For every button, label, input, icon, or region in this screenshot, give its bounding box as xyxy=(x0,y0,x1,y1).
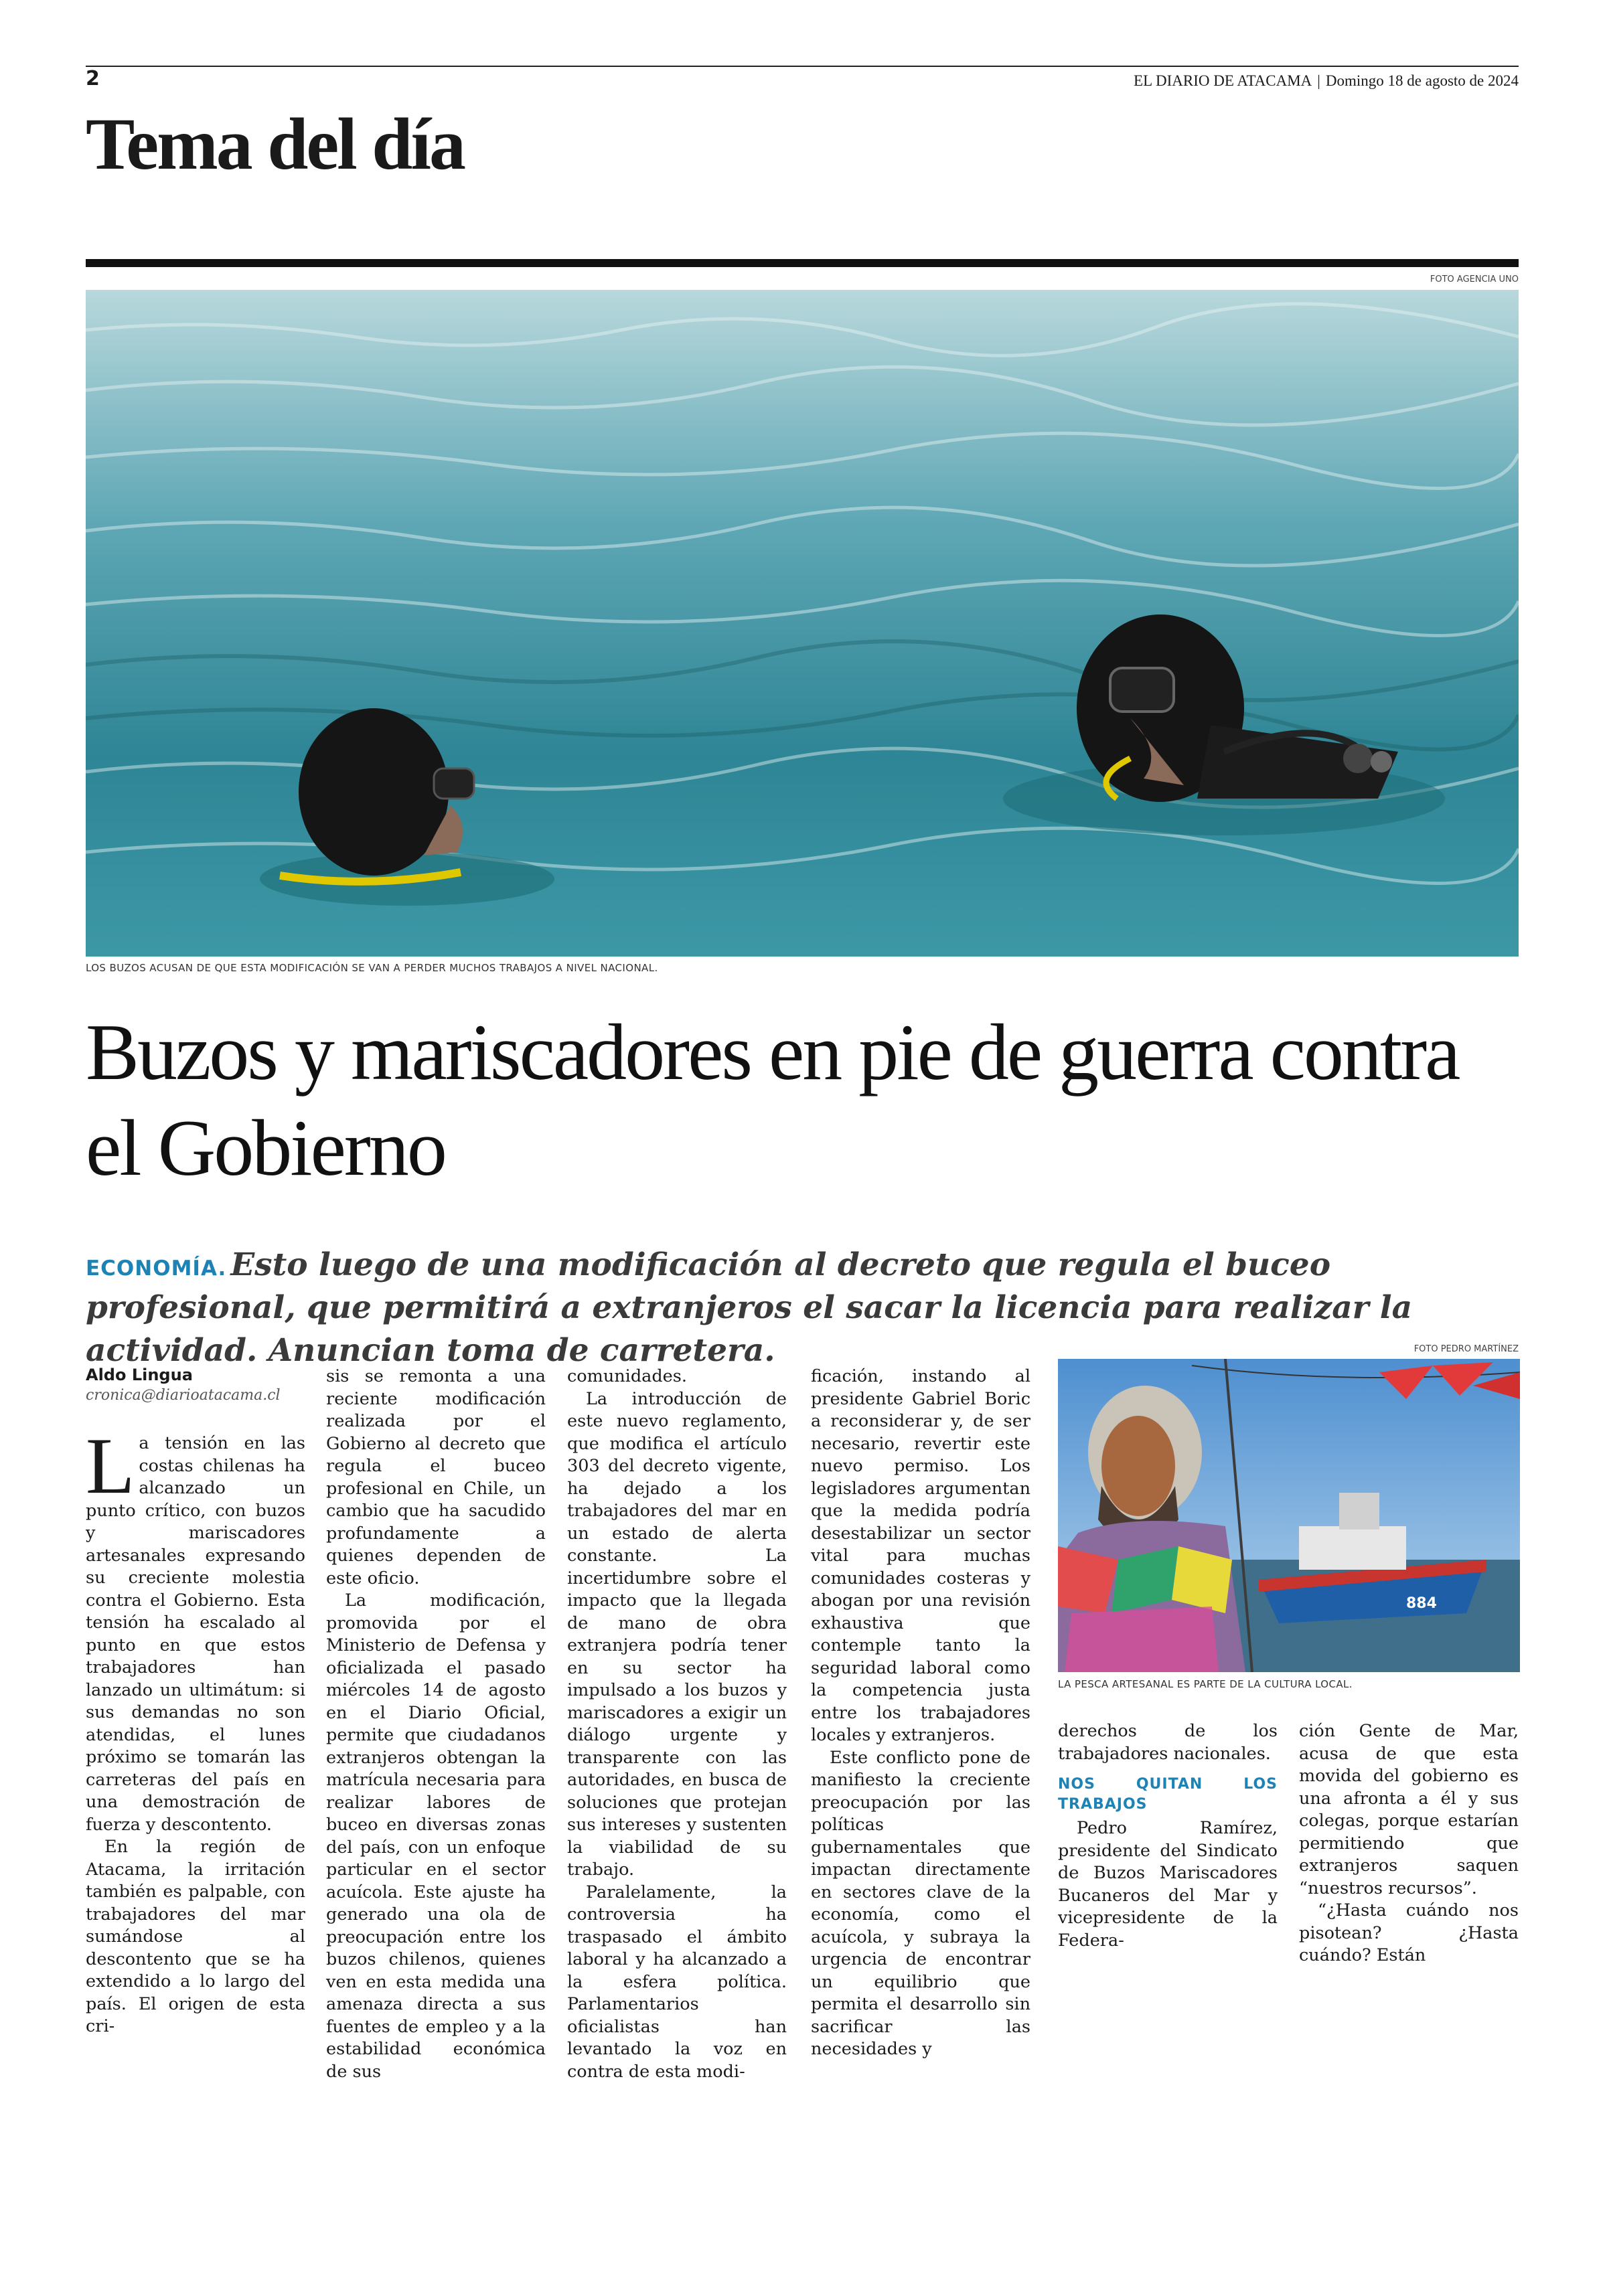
drop-cap: L xyxy=(86,1421,135,1510)
headline: Buzos y mariscadores en pie de guerra contra el Gobierno xyxy=(86,1007,1459,1192)
hero-photo-credit: FOTO AGENCIA UNO xyxy=(1430,274,1519,284)
paragraph: Paralelamente, la controversia ha traspasado el ámbito laboral y ha alcanzado a la esfera política. Parlamentarios oficialistas han levantado la voz en contra de esta modi- xyxy=(567,1882,787,2082)
boat-photo-caption: LA PESCA ARTESANAL ES PARTE DE LA CULTURA LOCAL. xyxy=(1058,1678,1353,1690)
paragraph: ficación, instando al presidente Gabriel Boric a reconsiderar y, de ser necesario, revertir este nuevo permiso. Los legisladores argumentan que la medida podría desestabilizar un sector vital para muchas comunidades costeras y abogan por una revisión exhaustiva que contemple tanto la seguridad laboral como la competencia justa entre los trabajadores locales y extranjeros. xyxy=(811,1366,1030,1745)
page-number: 2 xyxy=(86,67,100,90)
hero-photo-caption: LOS BUZOS ACUSAN DE QUE ESTA MODIFICACIÓN SE VAN A PERDER MUCHOS TRABAJOS A NIVEL NACIONAL. xyxy=(86,962,658,974)
masthead xyxy=(1134,72,1519,90)
paragraph: “¿Hasta cuándo nos pisotean? ¿Hasta cuándo? Están xyxy=(1299,1900,1519,1965)
hero-photo-divers xyxy=(86,290,1519,957)
deck xyxy=(86,1244,1525,1372)
boat-photo-credit: FOTO PEDRO MARTÍNEZ xyxy=(1413,1344,1519,1354)
section-rule xyxy=(86,259,1519,267)
article-column-4 xyxy=(811,1366,1030,2061)
section-title: Tema del día xyxy=(86,103,465,185)
article-column-1 xyxy=(86,1421,305,2038)
boat-number: 884 xyxy=(1406,1595,1437,1612)
issue-date: Domingo 18 de agosto de 2024 xyxy=(1325,72,1519,89)
paragraph: Pedro Ramírez, presidente del Sindicato de Buzos Mariscadores Bucaneros del Mar y vicepresidente de la Federa- xyxy=(1058,1818,1278,1951)
deck-text: Esto luego de una modificación al decreto que regula el buceo profesional, que permitirá a extranjeros el sacar la licencia para realizar la actividad. Anuncian toma de carretera. xyxy=(86,1246,1413,1369)
paragraph: comunidades. xyxy=(567,1366,687,1386)
paragraph: derechos de los trabajadores nacionales. xyxy=(1058,1721,1278,1764)
masthead-separator: | xyxy=(1317,72,1320,89)
article-column-2 xyxy=(326,1366,546,2083)
paragraph: a tensión en las costas chilenas ha alcanzado un punto crítico, con buzos y mariscadores artesanales expresando su creciente molestia contra el Gobierno. Esta tensión ha escalado al punto en que estos trabajadores han lanzado un ultimátum: si sus demandas no son atendidas, el lunes próximo se tomarán las carreteras del país en una demostración de fuerza y descontento. xyxy=(86,1433,305,1835)
paragraph: ción Gente de Mar, acusa de que esta movida del gobierno es una afronta a él y sus colegas, porque estarían permitiendo que extranjeros saquen “nuestros recursos”. xyxy=(1299,1721,1519,1898)
paragraph: sis se remonta a una reciente modificación realizada por el Gobierno al decreto que regula el buceo profesional en Chile, un cambio que ha sacudido profundamente a quienes dependen de este oficio. xyxy=(326,1366,546,1588)
newspaper-name: EL DIARIO DE ATACAMA xyxy=(1134,72,1312,89)
paragraph: En la región de Atacama, la irritación también es palpable, con trabajadores del mar sumándose al descontento que se ha extendido a lo largo del país. El origen de esta cri- xyxy=(86,1837,305,2036)
subhead: NOS QUITAN LOS TRABAJOS xyxy=(1058,1776,1278,1813)
article-column-5 xyxy=(1058,1720,1278,1952)
article-column-6 xyxy=(1299,1720,1519,1967)
kicker: ECONOMÍA. xyxy=(86,1256,227,1281)
author-email: cronica@diarioatacama.cl xyxy=(86,1387,281,1404)
paragraph: Este conflicto pone de manifiesto la creciente preocupación por las políticas gubernamentales que impactan directamente en sectores clave de la economía, como el acuícola, y subraya la urgencia de encontrar un equilibrio que permita el desarrollo sin sacrificar las necesidades y xyxy=(811,1747,1030,2059)
article-column-3 xyxy=(567,1366,787,2083)
paragraph: La introducción de este nuevo reglamento, que modifica el artículo 303 del decreto vigente, ha dejado a los trabajadores del mar en un estado de alerta constante. La incertidumbre sobre el impacto que la llegada de mano de obra extranjera podría tener en su sector ha impulsado a los buzos y mariscadores a exigir un diálogo urgente y transparente con las autoridades, en busca de soluciones que protejan sus intereses y sustenten la viabilidad de su trabajo. xyxy=(567,1388,787,1880)
boat-photo xyxy=(1058,1359,1520,1672)
paragraph: La modificación, promovida por el Ministerio de Defensa y oficializada el pasado miércoles 14 de agosto en el Diario Oficial, permite que ciudadanos extranjeros obtengan la matrícula necesaria para realizar labores de buceo en diversas zonas del país, con un enfoque particular en el sector acuícola. Este ajuste ha generado una ola de preocupación entre los buzos chilenos, quienes ven en esta medida una amenaza directa a sus fuentes de empleo y a la estabilidad económica de sus xyxy=(326,1590,546,2082)
author-name: Aldo Lingua xyxy=(86,1366,193,1384)
top-rule xyxy=(86,66,1519,67)
